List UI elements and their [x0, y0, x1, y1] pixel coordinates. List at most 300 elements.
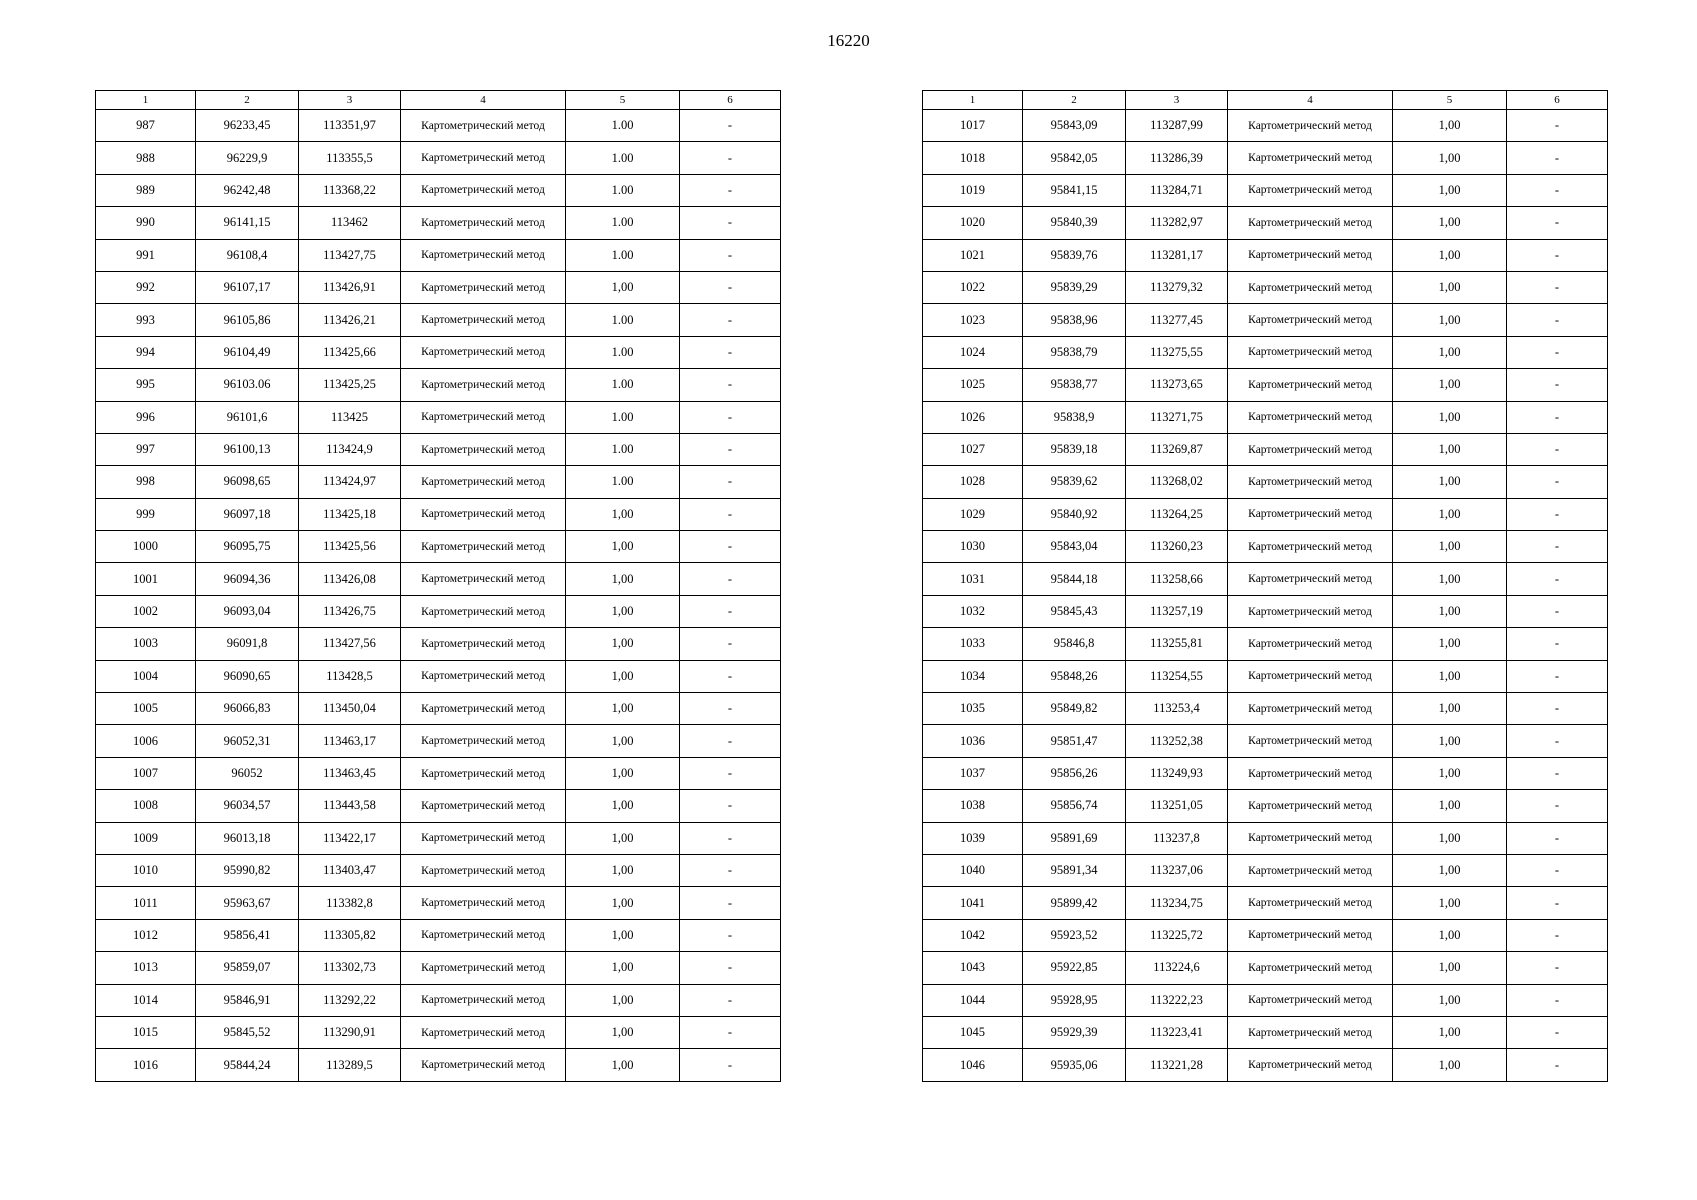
cell-y-coordinate: 113425 — [299, 401, 401, 433]
table-row — [96, 693, 781, 725]
cell-method: Картометрический метод — [401, 563, 566, 595]
cell-point-number: 989 — [96, 174, 196, 206]
cell-method: Картометрический метод — [401, 693, 566, 725]
cell-x-coordinate: 96229,9 — [196, 142, 299, 174]
column-header-point-number: 1 — [96, 91, 196, 110]
table-row — [96, 952, 781, 984]
cell-point-number: 1004 — [96, 660, 196, 692]
page-number: 16220 — [827, 31, 870, 50]
cell-y-coordinate: 113287,99 — [1126, 110, 1228, 142]
cell-description: - — [680, 336, 781, 368]
cell-accuracy: 1,00 — [566, 887, 680, 919]
column-header-description: 6 — [1507, 91, 1608, 110]
cell-description: - — [680, 466, 781, 498]
cell-y-coordinate: 113252,38 — [1126, 725, 1228, 757]
cell-x-coordinate: 95849,82 — [1023, 693, 1126, 725]
cell-x-coordinate: 95842,05 — [1023, 142, 1126, 174]
cell-accuracy: 1,00 — [1393, 271, 1507, 303]
table-row — [96, 1016, 781, 1048]
cell-description: - — [1507, 433, 1608, 465]
table-row — [923, 369, 1608, 401]
cell-accuracy: 1.00 — [566, 239, 680, 271]
cell-description: - — [1507, 1016, 1608, 1048]
table-row — [923, 790, 1608, 822]
cell-y-coordinate: 113253,4 — [1126, 693, 1228, 725]
cell-description: - — [680, 1016, 781, 1048]
cell-method: Картометрический метод — [401, 304, 566, 336]
cell-y-coordinate: 113426,75 — [299, 595, 401, 627]
cell-point-number: 1003 — [96, 628, 196, 660]
cell-x-coordinate: 95928,95 — [1023, 984, 1126, 1016]
cell-method: Картометрический метод — [401, 110, 566, 142]
cell-accuracy: 1,00 — [1393, 984, 1507, 1016]
cell-accuracy: 1,00 — [1393, 693, 1507, 725]
table-row — [96, 1049, 781, 1081]
cell-accuracy: 1,00 — [1393, 142, 1507, 174]
cell-accuracy: 1,00 — [1393, 174, 1507, 206]
cell-y-coordinate: 113255,81 — [1126, 628, 1228, 660]
cell-description: - — [680, 531, 781, 563]
cell-description: - — [680, 822, 781, 854]
cell-x-coordinate: 96091,8 — [196, 628, 299, 660]
cell-x-coordinate: 96103.06 — [196, 369, 299, 401]
cell-x-coordinate: 95899,42 — [1023, 887, 1126, 919]
cell-y-coordinate: 113286,39 — [1126, 142, 1228, 174]
cell-description: - — [1507, 563, 1608, 595]
cell-accuracy: 1,00 — [1393, 498, 1507, 530]
cell-accuracy: 1,00 — [1393, 531, 1507, 563]
cell-x-coordinate: 95990,82 — [196, 854, 299, 886]
cell-point-number: 1011 — [96, 887, 196, 919]
cell-accuracy: 1,00 — [566, 563, 680, 595]
table-row — [96, 304, 781, 336]
cell-y-coordinate: 113351,97 — [299, 110, 401, 142]
cell-x-coordinate: 95844,24 — [196, 1049, 299, 1081]
cell-description: - — [1507, 822, 1608, 854]
cell-accuracy: 1,00 — [1393, 919, 1507, 951]
cell-method: Картометрический метод — [1228, 693, 1393, 725]
cell-y-coordinate: 113302,73 — [299, 952, 401, 984]
cell-accuracy: 1,00 — [566, 271, 680, 303]
cell-method: Картометрический метод — [1228, 628, 1393, 660]
cell-accuracy: 1,00 — [566, 660, 680, 692]
cell-point-number: 1012 — [96, 919, 196, 951]
cell-point-number: 1021 — [923, 239, 1023, 271]
cell-x-coordinate: 95846,91 — [196, 984, 299, 1016]
cell-accuracy: 1,00 — [566, 693, 680, 725]
cell-x-coordinate: 96097,18 — [196, 498, 299, 530]
cell-accuracy: 1,00 — [1393, 952, 1507, 984]
cell-description: - — [680, 433, 781, 465]
cell-y-coordinate: 113251,05 — [1126, 790, 1228, 822]
cell-accuracy: 1,00 — [1393, 822, 1507, 854]
cell-point-number: 1029 — [923, 498, 1023, 530]
cell-y-coordinate: 113382,8 — [299, 887, 401, 919]
cell-point-number: 993 — [96, 304, 196, 336]
cell-description: - — [1507, 757, 1608, 789]
table-row — [923, 693, 1608, 725]
table-row — [923, 110, 1608, 142]
cell-description: - — [680, 498, 781, 530]
cell-point-number: 997 — [96, 433, 196, 465]
cell-method: Картометрический метод — [1228, 1049, 1393, 1081]
table-row — [923, 498, 1608, 530]
cell-y-coordinate: 113463,45 — [299, 757, 401, 789]
cell-point-number: 1020 — [923, 207, 1023, 239]
cell-y-coordinate: 113426,21 — [299, 304, 401, 336]
table-row — [923, 531, 1608, 563]
cell-method: Картометрический метод — [1228, 1016, 1393, 1048]
cell-x-coordinate: 96098,65 — [196, 466, 299, 498]
cell-accuracy: 1,00 — [1393, 887, 1507, 919]
table-row — [96, 466, 781, 498]
cell-description: - — [1507, 531, 1608, 563]
cell-x-coordinate: 96013,18 — [196, 822, 299, 854]
cell-x-coordinate: 95839,76 — [1023, 239, 1126, 271]
cell-description: - — [1507, 919, 1608, 951]
table-row — [96, 369, 781, 401]
coordinate-table-right — [922, 90, 1608, 1082]
cell-method: Картометрический метод — [1228, 304, 1393, 336]
table-row — [923, 142, 1608, 174]
cell-point-number: 1036 — [923, 725, 1023, 757]
cell-point-number: 1044 — [923, 984, 1023, 1016]
table-row — [923, 984, 1608, 1016]
cell-point-number: 1046 — [923, 1049, 1023, 1081]
table-row — [923, 854, 1608, 886]
cell-x-coordinate: 95843,04 — [1023, 531, 1126, 563]
cell-y-coordinate: 113290,91 — [299, 1016, 401, 1048]
column-header-point-number: 1 — [923, 91, 1023, 110]
cell-method: Картометрический метод — [1228, 919, 1393, 951]
cell-point-number: 1013 — [96, 952, 196, 984]
cell-method: Картометрический метод — [1228, 984, 1393, 1016]
cell-point-number: 1039 — [923, 822, 1023, 854]
cell-description: - — [680, 142, 781, 174]
cell-point-number: 1007 — [96, 757, 196, 789]
cell-method: Картометрический метод — [401, 433, 566, 465]
cell-x-coordinate: 96052 — [196, 757, 299, 789]
cell-description: - — [680, 595, 781, 627]
cell-y-coordinate: 113224,6 — [1126, 952, 1228, 984]
cell-x-coordinate: 96104,49 — [196, 336, 299, 368]
cell-x-coordinate: 95856,74 — [1023, 790, 1126, 822]
cell-accuracy: 1,00 — [1393, 790, 1507, 822]
cell-point-number: 1008 — [96, 790, 196, 822]
cell-accuracy: 1,00 — [566, 1049, 680, 1081]
table-header-row — [96, 91, 781, 110]
cell-method: Картометрический метод — [1228, 952, 1393, 984]
cell-y-coordinate: 113422,17 — [299, 822, 401, 854]
cell-accuracy: 1,00 — [1393, 757, 1507, 789]
cell-y-coordinate: 113427,75 — [299, 239, 401, 271]
cell-point-number: 987 — [96, 110, 196, 142]
cell-method: Картометрический метод — [401, 919, 566, 951]
cell-x-coordinate: 95838,9 — [1023, 401, 1126, 433]
cell-x-coordinate: 95840,39 — [1023, 207, 1126, 239]
cell-point-number: 1042 — [923, 919, 1023, 951]
table-row — [96, 919, 781, 951]
cell-method: Картометрический метод — [1228, 369, 1393, 401]
cell-method: Картометрический метод — [401, 757, 566, 789]
cell-method: Картометрический метод — [401, 952, 566, 984]
cell-method: Картометрический метод — [1228, 110, 1393, 142]
cell-point-number: 1033 — [923, 628, 1023, 660]
cell-method: Картометрический метод — [1228, 271, 1393, 303]
cell-x-coordinate: 95839,29 — [1023, 271, 1126, 303]
cell-accuracy: 1,00 — [1393, 239, 1507, 271]
cell-x-coordinate: 95848,26 — [1023, 660, 1126, 692]
column-header-x-coordinate: 2 — [1023, 91, 1126, 110]
table-row — [96, 142, 781, 174]
cell-point-number: 1014 — [96, 984, 196, 1016]
cell-x-coordinate: 96052,31 — [196, 725, 299, 757]
cell-accuracy: 1,00 — [566, 984, 680, 1016]
table-row — [923, 239, 1608, 271]
cell-accuracy: 1,00 — [1393, 1049, 1507, 1081]
cell-point-number: 1032 — [923, 595, 1023, 627]
cell-accuracy: 1,00 — [566, 725, 680, 757]
cell-point-number: 995 — [96, 369, 196, 401]
cell-method: Картометрический метод — [1228, 498, 1393, 530]
cell-method: Картометрический метод — [401, 660, 566, 692]
table-row — [923, 595, 1608, 627]
cell-accuracy: 1.00 — [566, 433, 680, 465]
cell-y-coordinate: 113450,04 — [299, 693, 401, 725]
cell-x-coordinate: 95845,43 — [1023, 595, 1126, 627]
cell-description: - — [1507, 271, 1608, 303]
cell-x-coordinate: 96101,6 — [196, 401, 299, 433]
cell-point-number: 1006 — [96, 725, 196, 757]
cell-x-coordinate: 95838,79 — [1023, 336, 1126, 368]
cell-method: Картометрический метод — [401, 595, 566, 627]
cell-method: Картометрический метод — [401, 498, 566, 530]
table-row — [923, 757, 1608, 789]
cell-accuracy: 1,00 — [566, 822, 680, 854]
cell-x-coordinate: 95923,52 — [1023, 919, 1126, 951]
table-row — [96, 174, 781, 206]
cell-x-coordinate: 95844,18 — [1023, 563, 1126, 595]
cell-method: Картометрический метод — [1228, 822, 1393, 854]
cell-y-coordinate: 113403,47 — [299, 854, 401, 886]
cell-point-number: 1037 — [923, 757, 1023, 789]
cell-accuracy: 1.00 — [566, 336, 680, 368]
cell-method: Картометрический метод — [401, 271, 566, 303]
cell-accuracy: 1,00 — [1393, 660, 1507, 692]
table-row — [923, 304, 1608, 336]
table-row — [96, 336, 781, 368]
table-row — [923, 433, 1608, 465]
cell-method: Картометрический метод — [1228, 336, 1393, 368]
cell-method: Картометрический метод — [1228, 790, 1393, 822]
column-header-y-coordinate: 3 — [299, 91, 401, 110]
cell-point-number: 1018 — [923, 142, 1023, 174]
cell-method: Картометрический метод — [1228, 595, 1393, 627]
cell-point-number: 1043 — [923, 952, 1023, 984]
coordinate-table-left — [95, 90, 781, 1082]
cell-description: - — [1507, 595, 1608, 627]
table-row — [923, 271, 1608, 303]
cell-description: - — [680, 725, 781, 757]
column-header-method: 4 — [1228, 91, 1393, 110]
cell-y-coordinate: 113462 — [299, 207, 401, 239]
cell-x-coordinate: 95846,8 — [1023, 628, 1126, 660]
cell-x-coordinate: 95856,41 — [196, 919, 299, 951]
table-body — [923, 110, 1608, 1082]
cell-point-number: 1034 — [923, 660, 1023, 692]
cell-accuracy: 1,00 — [566, 790, 680, 822]
cell-description: - — [1507, 304, 1608, 336]
table-row — [96, 628, 781, 660]
cell-y-coordinate: 113368,22 — [299, 174, 401, 206]
cell-accuracy: 1,00 — [566, 1016, 680, 1048]
cell-method: Картометрический метод — [401, 466, 566, 498]
cell-y-coordinate: 113425,25 — [299, 369, 401, 401]
cell-x-coordinate: 95963,67 — [196, 887, 299, 919]
cell-accuracy: 1,00 — [1393, 595, 1507, 627]
cell-x-coordinate: 95838,96 — [1023, 304, 1126, 336]
cell-description: - — [1507, 952, 1608, 984]
cell-description: - — [1507, 174, 1608, 206]
column-header-accuracy: 5 — [566, 91, 680, 110]
cell-description: - — [1507, 887, 1608, 919]
cell-description: - — [1507, 336, 1608, 368]
cell-description: - — [680, 271, 781, 303]
table-row — [96, 433, 781, 465]
cell-x-coordinate: 95845,52 — [196, 1016, 299, 1048]
cell-point-number: 1038 — [923, 790, 1023, 822]
cell-method: Картометрический метод — [1228, 660, 1393, 692]
cell-point-number: 1009 — [96, 822, 196, 854]
cell-description: - — [1507, 466, 1608, 498]
cell-y-coordinate: 113260,23 — [1126, 531, 1228, 563]
cell-y-coordinate: 113273,65 — [1126, 369, 1228, 401]
cell-method: Картометрический метод — [401, 142, 566, 174]
cell-y-coordinate: 113426,08 — [299, 563, 401, 595]
cell-description: - — [1507, 790, 1608, 822]
cell-method: Картометрический метод — [1228, 563, 1393, 595]
cell-method: Картометрический метод — [401, 401, 566, 433]
cell-description: - — [680, 563, 781, 595]
cell-point-number: 992 — [96, 271, 196, 303]
cell-method: Картометрический метод — [1228, 725, 1393, 757]
table-row — [923, 887, 1608, 919]
cell-accuracy: 1,00 — [566, 919, 680, 951]
table-row — [96, 984, 781, 1016]
cell-x-coordinate: 95840,92 — [1023, 498, 1126, 530]
table-row — [96, 790, 781, 822]
cell-point-number: 996 — [96, 401, 196, 433]
cell-description: - — [680, 854, 781, 886]
cell-description: - — [680, 790, 781, 822]
cell-x-coordinate: 95935,06 — [1023, 1049, 1126, 1081]
cell-method: Картометрический метод — [401, 1016, 566, 1048]
cell-accuracy: 1,00 — [1393, 466, 1507, 498]
cell-method: Картометрический метод — [401, 174, 566, 206]
cell-point-number: 1005 — [96, 693, 196, 725]
cell-accuracy: 1,00 — [1393, 110, 1507, 142]
cell-method: Картометрический метод — [1228, 433, 1393, 465]
cell-point-number: 988 — [96, 142, 196, 174]
cell-method: Картометрический метод — [1228, 466, 1393, 498]
table-row — [923, 660, 1608, 692]
cell-point-number: 1016 — [96, 1049, 196, 1081]
table-row — [923, 919, 1608, 951]
cell-point-number: 1017 — [923, 110, 1023, 142]
cell-point-number: 1001 — [96, 563, 196, 595]
cell-description: - — [1507, 628, 1608, 660]
cell-point-number: 1035 — [923, 693, 1023, 725]
cell-accuracy: 1,00 — [1393, 563, 1507, 595]
cell-description: - — [1507, 207, 1608, 239]
cell-accuracy: 1,00 — [566, 498, 680, 530]
cell-x-coordinate: 95838,77 — [1023, 369, 1126, 401]
cell-point-number: 1027 — [923, 433, 1023, 465]
cell-point-number: 1025 — [923, 369, 1023, 401]
cell-description: - — [1507, 369, 1608, 401]
cell-description: - — [1507, 725, 1608, 757]
cell-y-coordinate: 113281,17 — [1126, 239, 1228, 271]
cell-description: - — [680, 628, 781, 660]
cell-point-number: 1041 — [923, 887, 1023, 919]
table-row — [96, 401, 781, 433]
cell-method: Картометрический метод — [401, 725, 566, 757]
cell-point-number: 1031 — [923, 563, 1023, 595]
cell-y-coordinate: 113289,5 — [299, 1049, 401, 1081]
cell-x-coordinate: 96233,45 — [196, 110, 299, 142]
table-row — [96, 660, 781, 692]
cell-method: Картометрический метод — [401, 854, 566, 886]
cell-x-coordinate: 96100,13 — [196, 433, 299, 465]
cell-point-number: 1002 — [96, 595, 196, 627]
cell-x-coordinate: 96095,75 — [196, 531, 299, 563]
cell-description: - — [1507, 401, 1608, 433]
cell-description: - — [1507, 498, 1608, 530]
cell-point-number: 999 — [96, 498, 196, 530]
table-row — [96, 271, 781, 303]
cell-x-coordinate: 95841,15 — [1023, 174, 1126, 206]
cell-point-number: 1015 — [96, 1016, 196, 1048]
table-row — [923, 822, 1608, 854]
cell-method: Картометрический метод — [1228, 401, 1393, 433]
cell-y-coordinate: 113268,02 — [1126, 466, 1228, 498]
table-row — [96, 239, 781, 271]
cell-description: - — [680, 110, 781, 142]
cell-accuracy: 1,00 — [1393, 854, 1507, 886]
cell-y-coordinate: 113269,87 — [1126, 433, 1228, 465]
cell-accuracy: 1,00 — [566, 628, 680, 660]
column-header-accuracy: 5 — [1393, 91, 1507, 110]
cell-y-coordinate: 113292,22 — [299, 984, 401, 1016]
table-row — [96, 887, 781, 919]
cell-y-coordinate: 113282,97 — [1126, 207, 1228, 239]
cell-y-coordinate: 113223,41 — [1126, 1016, 1228, 1048]
cell-description: - — [680, 369, 781, 401]
cell-method: Картометрический метод — [401, 790, 566, 822]
cell-point-number: 994 — [96, 336, 196, 368]
cell-y-coordinate: 113264,25 — [1126, 498, 1228, 530]
cell-description: - — [1507, 142, 1608, 174]
cell-y-coordinate: 113257,19 — [1126, 595, 1228, 627]
cell-method: Картометрический метод — [401, 207, 566, 239]
cell-description: - — [680, 984, 781, 1016]
cell-point-number: 1023 — [923, 304, 1023, 336]
cell-method: Картометрический метод — [401, 239, 566, 271]
cell-point-number: 1028 — [923, 466, 1023, 498]
cell-x-coordinate: 96108,4 — [196, 239, 299, 271]
cell-y-coordinate: 113275,55 — [1126, 336, 1228, 368]
cell-method: Картометрический метод — [1228, 531, 1393, 563]
